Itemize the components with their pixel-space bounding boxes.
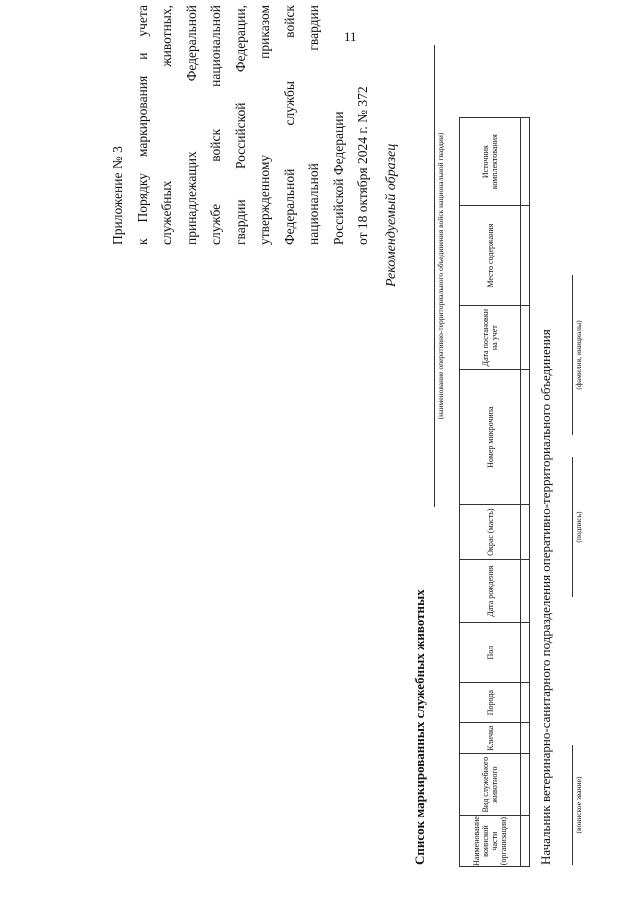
animals-table	[459, 117, 530, 867]
appendix-line-5	[204, 5, 229, 245]
name-caption: (фамилия, инициалы)	[574, 320, 583, 390]
col-microchip: Номер микрочипа	[460, 370, 521, 505]
col-nickname: Кличка	[460, 723, 521, 754]
table-cell	[521, 370, 530, 505]
col-source: Источник комплектования	[460, 118, 521, 206]
appendix-word: национальной	[208, 5, 223, 87]
chief-title: Начальник ветеринарно-санитарного подразделения оперативно-территориального объединения	[538, 329, 553, 865]
name-line	[572, 275, 573, 435]
table-cell	[521, 683, 530, 723]
table-cell	[521, 118, 530, 206]
appendix-line-8	[278, 5, 303, 245]
appendix-word: Федерации,	[232, 5, 248, 73]
appendix-word: службе	[208, 203, 223, 245]
appendix-word: гвардии	[306, 5, 321, 51]
appendix-word: Федеральной	[281, 168, 297, 245]
appendix-line-1	[106, 5, 131, 245]
table-cell	[521, 306, 530, 370]
col-sex: Пол	[460, 623, 521, 683]
document-title: Список маркированных служебных животных	[412, 589, 427, 865]
appendix-line-10	[327, 5, 352, 245]
appendix-word: учета	[134, 5, 150, 37]
table-cell	[521, 505, 530, 560]
appendix-line-9	[302, 5, 327, 245]
appendix-line-3	[155, 5, 180, 245]
org-name-line	[434, 45, 435, 507]
appendix-word: к	[134, 238, 150, 245]
appendix-word: службы	[281, 81, 297, 126]
table-cell	[521, 623, 530, 683]
signature-line	[572, 457, 573, 597]
rank-caption: (воинское звание)	[574, 776, 583, 834]
appendix-line-4	[180, 5, 205, 245]
table-number-row	[521, 118, 530, 867]
appendix-word: утвержденному	[257, 154, 272, 245]
appendix-word: приказом	[257, 5, 272, 59]
appendix-word: животных,	[159, 5, 174, 67]
col-color: Окрас (масть)	[460, 505, 521, 560]
table-cell	[521, 816, 530, 867]
page-number: 11	[344, 29, 357, 44]
col-location: Место содержания	[460, 206, 521, 306]
table-cell	[521, 560, 530, 623]
appendix-word: войск	[281, 5, 297, 38]
appendix-block	[106, 5, 376, 245]
rank-line	[572, 745, 573, 865]
appendix-text: Российской Федерации	[330, 111, 346, 245]
col-registration-date: Дата постановки на учет	[460, 306, 521, 370]
appendix-text: от 18 октября 2024 г. № 372	[355, 86, 370, 245]
appendix-line-11	[351, 5, 376, 245]
appendix-word: Порядку	[134, 173, 150, 223]
col-breed: Порода	[460, 683, 521, 723]
appendix-word: гвардии	[232, 199, 248, 245]
appendix-line-6	[229, 5, 254, 245]
appendix-word: и	[134, 52, 150, 60]
col-birth-date: Дата рождения	[460, 560, 521, 623]
table-header-row	[460, 118, 521, 867]
appendix-word: маркирования	[134, 75, 150, 158]
table-cell	[521, 206, 530, 306]
col-unit-name: Наименование воинской части (организации)	[460, 816, 521, 867]
sample-label: Рекомендуемый образец	[384, 143, 399, 287]
appendix-word: служебных	[159, 180, 174, 245]
appendix-word: Российской	[232, 102, 248, 170]
appendix-word: войск	[208, 128, 223, 162]
appendix-word: принадлежащих	[183, 151, 199, 245]
col-animal-type: Вид служебного животного	[460, 754, 521, 816]
appendix-line-2	[131, 5, 156, 245]
table-cell	[521, 754, 530, 816]
appendix-word: Федеральной	[183, 5, 199, 82]
appendix-word: национальной	[306, 163, 321, 245]
appendix-text: Приложение № 3	[110, 146, 125, 245]
table-cell	[521, 723, 530, 754]
signature-caption: (подпись)	[574, 511, 583, 543]
appendix-line-7	[253, 5, 278, 245]
org-name-caption: (наименование оперативно-территориального объединения войск национальной гвардии)	[436, 132, 445, 420]
